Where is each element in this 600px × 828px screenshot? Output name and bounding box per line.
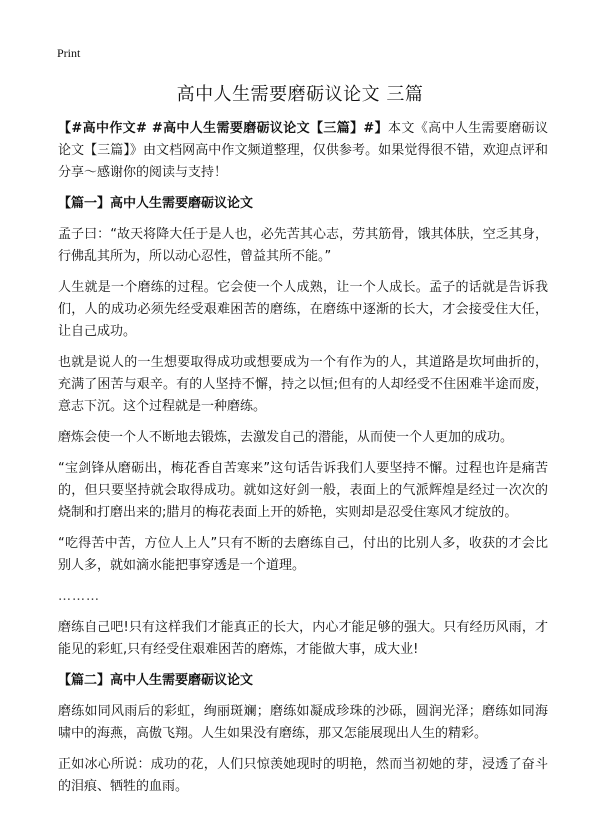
paragraph: 也就是说人的一生想要取得成功或想要成为一个有作为的人，其道路是坎坷曲折的，充满了困苦与艰辛。有的人坚持不懈，持之以恒;但有的人却经受不住困难半途而废，意志下沉。这个过程就是一种磨练。 [58, 355, 548, 414]
intro-tags: 【#高中作文# #高中人生需要磨砺议论文【三篇】#】 [58, 121, 389, 136]
intro-text: 本文《高中人生需要磨砺议论文【三篇】》由文档网高中作文频道整理，仅供参考。如果觉得很不错，欢迎点评和分享～感谢你的阅读与支持！ [58, 121, 548, 180]
paragraph: 正如冰心所说：成功的花，人们只惊羡她现时的明艳，然而当初她的芽，浸透了奋斗的泪痕、牺牲的血雨。 [58, 757, 548, 794]
paragraph: 孟子曰：“故天将降大任于是人也，必先苦其心志，劳其筋骨，饿其体肤，空乏其身，行佛乱其所为，所以动心忍性，曾益其所不能。” [58, 227, 548, 264]
ellipsis: ……… [58, 589, 100, 604]
article-body [58, 118, 548, 807]
section-heading-1: 【篇一】高中人生需要磨砺议论文 [58, 196, 254, 211]
paragraph: “宝剑锋从磨砺出，梅花香自苦寒来”这句话告诉我们人要坚持不懈。过程也许是痛苦的，但只要坚持就会取得成功。就如这好剑一般，表面上的气派辉煌是经过一次次的烧制和打磨出来的;腊月的梅花表面上开的娇艳，实则却是忍受住寒风才绽放的。 [58, 461, 548, 520]
paragraph: 人生就是一个磨练的过程。它会使一个人成熟，让一个人成长。孟子的话就是告诉我们，人的成功必须先经受艰难困苦的磨练，在磨练中逐渐的长大，才会接受住大任，让自己成功。 [58, 280, 548, 339]
print-label: Print [57, 46, 81, 60]
section-heading-2: 【篇二】高中人生需要磨砺议论文 [58, 673, 254, 688]
page-title: 高中人生需要磨砺议论文 三篇 [176, 84, 424, 105]
paragraph: “吃得苦中苦，方位人上人”只有不断的去磨练自己，付出的比别人多，收获的才会比别人多，就如滴水能把事穿透是一个道理。 [58, 536, 548, 573]
paragraph: 磨练如同风雨后的彩虹，绚丽斑斓；磨练如凝成珍珠的沙砾，圆润光泽；磨练如同海啸中的海燕，高傲飞翔。人生如果没有磨练，那又怎能展现出人生的精彩。 [58, 704, 548, 741]
intro-paragraph [58, 118, 548, 184]
paragraph: 磨炼会使一个人不断地去锻炼，去激发自己的潜能，从而使一个人更加的成功。 [58, 430, 514, 445]
paragraph: 磨练自己吧!只有这样我们才能真正的长大，内心才能足够的强大。只有经历风雨，才能见的彩虹,只有经受住艰难困苦的磨炼，才能做大事，成大业! [58, 620, 548, 657]
